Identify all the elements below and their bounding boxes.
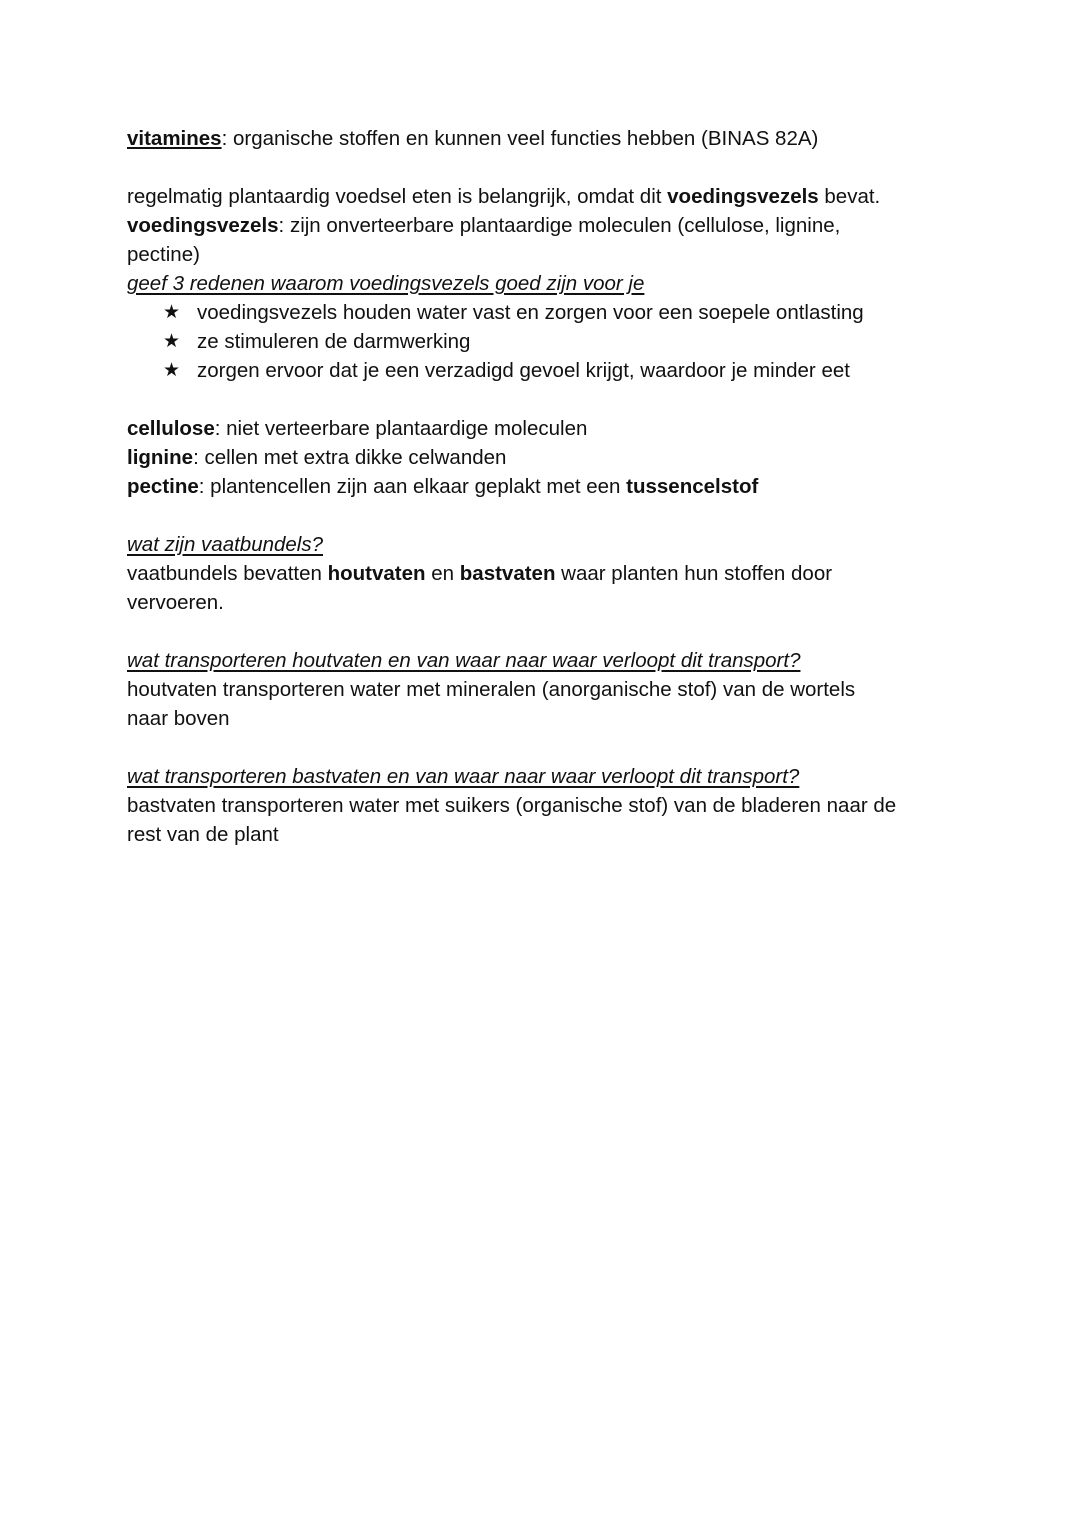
star-bullet-icon: ★ [163, 360, 181, 381]
voedingsvezels-definition-rest: : zijn onverteerbare plantaardige moleculen (cellulose, lignine, [278, 214, 841, 237]
pectine-description: : plantencellen zijn aan elkaar geplakt met een [198, 475, 627, 498]
term-pectine: pectine [127, 475, 199, 498]
bastvaten-answer-line2: rest van de plant [127, 823, 279, 846]
spacer-5 [127, 733, 955, 762]
voedingsvezels-reasons-list [127, 298, 955, 385]
spacer-2 [127, 385, 955, 414]
lignine-line [127, 443, 955, 472]
section-houtvaten [127, 646, 955, 733]
section-vaatbundels [127, 530, 955, 617]
spacer-4 [127, 617, 955, 646]
heading-wat-transporteren-houtvaten: wat transporteren houtvaten en van waar naar waar verloopt dit transport? [127, 649, 801, 672]
term-vitamines: vitamines [127, 127, 222, 150]
term-lignine: lignine [127, 446, 194, 469]
voedingsvezels-intro-b: bevat. [818, 185, 881, 208]
lignine-description: : cellen met extra dikke celwanden [193, 446, 507, 469]
term-voedingsvezels: voedingsvezels [127, 214, 279, 237]
list-item-label: voedingsvezels houden water vast en zorgen voor een soepele ontlasting [197, 301, 864, 324]
voedingsvezels-intro-line [127, 182, 955, 211]
vaatbundels-answer-line1 [127, 559, 955, 588]
document-body [127, 124, 955, 849]
bold-voedingsvezels-1: voedingsvezels [667, 185, 819, 208]
vaatbundels-answer-b: en [425, 562, 460, 585]
vitamines-definition-line [127, 124, 955, 153]
spacer-1 [127, 153, 955, 182]
heading-houtvaten-wrap [127, 646, 955, 675]
section-voedingsvezels [127, 182, 955, 385]
voedingsvezels-definition-line2: pectine) [127, 243, 200, 266]
bold-bastvaten: bastvaten [459, 562, 556, 585]
term-cellulose: cellulose [127, 417, 215, 440]
heading-wat-transporteren-bastvaten: wat transporteren bastvaten en van waar naar waar verloopt dit transport? [127, 765, 800, 788]
heading-vaatbundels-wrap [127, 530, 955, 559]
list-item [127, 298, 955, 327]
houtvaten-answer-line1: houtvaten transporteren water met mineralen (anorganische stof) van de wortels [127, 678, 856, 701]
list-item [127, 356, 955, 385]
bold-houtvaten: houtvaten [327, 562, 426, 585]
heading-bastvaten-wrap [127, 762, 955, 791]
voedingsvezels-definition-line [127, 211, 955, 240]
vaatbundels-answer-line2: vervoeren. [127, 591, 224, 614]
voedingsvezels-intro-a: regelmatig plantaardig voedsel eten is belangrijk, omdat dit [127, 185, 668, 208]
bastvaten-answer-line1: bastvaten transporteren water met suikers (organische stof) van de bladeren naar de [127, 794, 897, 817]
houtvaten-answer-line2: naar boven [127, 707, 230, 730]
vaatbundels-answer-c: waar planten hun stoffen door [555, 562, 833, 585]
list-item-label: ze stimuleren de darmwerking [197, 330, 471, 353]
heading-geef-3-redenen: geef 3 redenen waarom voedingsvezels goed zijn voor je [127, 272, 645, 295]
cellulose-line [127, 414, 955, 443]
bold-tussencelstof: tussencelstof [626, 475, 759, 498]
list-item-label: zorgen ervoor dat je een verzadigd gevoel krijgt, waardoor je minder eet [197, 359, 850, 382]
cellulose-description: : niet verteerbare plantaardige moleculen [214, 417, 588, 440]
pectine-line [127, 472, 955, 501]
list-item [127, 327, 955, 356]
section-definities [127, 414, 955, 501]
heading-wat-zijn-vaatbundels: wat zijn vaatbundels? [127, 533, 324, 556]
star-bullet-icon: ★ [163, 331, 181, 352]
vaatbundels-answer-a: vaatbundels bevatten [127, 562, 328, 585]
spacer-3 [127, 501, 955, 530]
vitamines-description: : organische stoffen en kunnen veel functies hebben (BINAS 82A) [221, 127, 819, 150]
heading-geef-3-redenen-wrap [127, 269, 955, 298]
star-bullet-icon: ★ [163, 302, 181, 323]
section-vitamines [127, 124, 955, 153]
section-bastvaten [127, 762, 955, 849]
